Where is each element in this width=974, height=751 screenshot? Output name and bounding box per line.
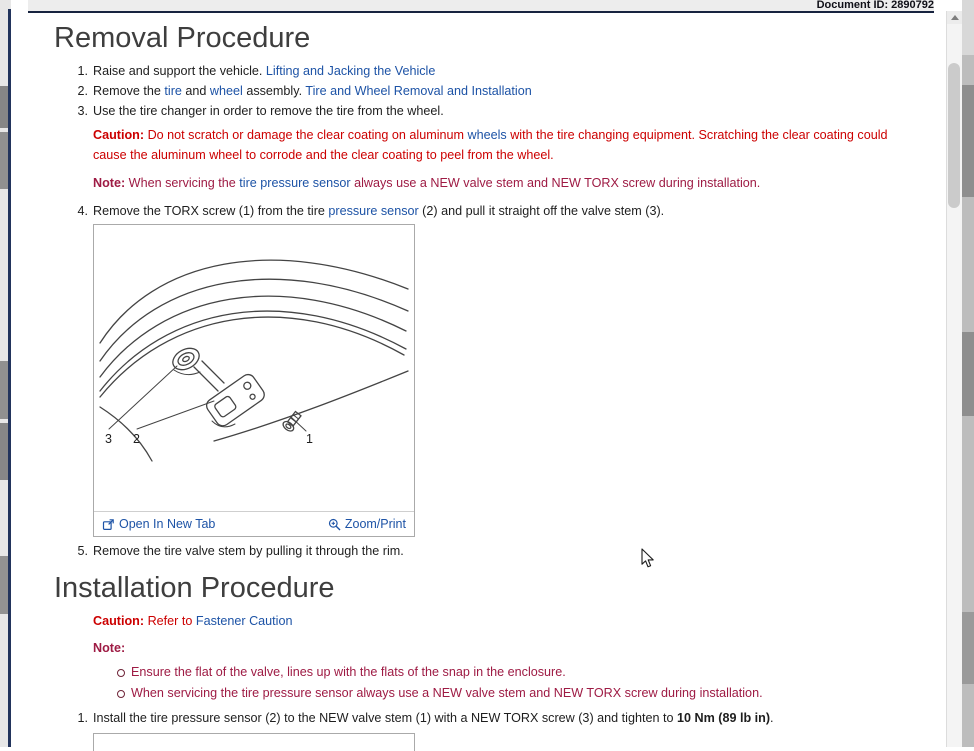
step-text: Raise and support the vehicle. Lifting and Jacking the Vehicle (93, 64, 436, 78)
inline-link[interactable]: tire pressure sensor (239, 176, 351, 190)
step-number: 2. (77, 84, 88, 98)
note-paragraph: Note: When servicing the tire pressure sensor always use a NEW valve stem and NEW TORX screw during installation. (93, 176, 761, 190)
scrollbar-up-arrow[interactable] (947, 11, 962, 24)
zoom-print-label: Zoom/Print (344, 517, 406, 531)
window-artifact (962, 332, 974, 416)
inline-link[interactable]: Lifting and Jacking the Vehicle (265, 64, 436, 78)
note-bullet-item (117, 662, 931, 683)
removal-step-3 (52, 101, 947, 121)
step-number: 3. (77, 104, 88, 118)
removal-procedure-heading: Removal Procedure (54, 22, 311, 54)
step-number: 1. (77, 711, 88, 725)
window-artifact (0, 132, 8, 189)
removal-step-5 (52, 541, 947, 561)
window-artifact (0, 361, 8, 419)
step-number: 5. (77, 544, 88, 558)
figure-image (94, 225, 414, 512)
step-number: 4. (77, 204, 88, 218)
installation-procedure-heading: Installation Procedure (54, 572, 335, 604)
tire-sensor-illustration (94, 225, 414, 511)
step-text: Remove the tire valve stem by pulling it through the rim. (93, 544, 404, 558)
window-frame-line (8, 9, 11, 747)
inline-link[interactable]: tire (164, 84, 182, 98)
window-artifact (962, 85, 974, 197)
removal-step-2 (52, 81, 947, 101)
step-text: Install the tire pressure sensor (2) to the NEW valve stem (1) with a NEW TORX screw (3) and tighten to 10 Nm (89 lb in). (93, 711, 774, 725)
inline-link[interactable]: wheels (467, 128, 507, 142)
callout-1: 1 (306, 432, 313, 446)
open-in-new-tab-icon (102, 518, 115, 531)
step-text: Use the tire changer in order to remove the tire from the wheel. (93, 104, 444, 118)
vertical-scrollbar[interactable] (946, 11, 962, 747)
window-artifact (962, 612, 974, 684)
document-id: Document ID: 2890792 (816, 0, 934, 11)
caution-paragraph: Caution: Do not scratch or damage the clear coating on aluminum wheels with the tire changing equipment. Scratching the clear coating could cause the aluminum wheel to corrode and the clear coating to peel from the wheel. (93, 128, 888, 162)
note-bullet-list (117, 662, 947, 704)
inline-link[interactable]: Tire and Wheel Removal and Installation (305, 84, 532, 98)
step-text: Remove the tire and wheel assembly. Tire and Wheel Removal and Installation (93, 84, 532, 98)
background-window-right-edge (962, 0, 974, 747)
note-bullet-item (117, 683, 931, 704)
figure-frame-partial (93, 733, 415, 751)
zoom-print-link[interactable] (328, 517, 406, 531)
bullet-text: Ensure the flat of the valve, lines up with the flats of the snap in the enclosure. (131, 665, 566, 679)
document-header-band (28, 0, 934, 13)
inline-link[interactable]: pressure sensor (328, 204, 419, 218)
removal-step-1 (52, 61, 947, 81)
removal-step-4 (52, 201, 947, 221)
document-content (18, 13, 947, 751)
open-in-new-tab-link[interactable] (102, 517, 215, 531)
note-label: Note: (93, 641, 126, 655)
window-artifact (0, 86, 8, 128)
window-artifact (0, 423, 8, 480)
figure-toolbar (94, 512, 414, 536)
bullet-text: When servicing the tire pressure sensor always use a NEW valve stem and NEW TORX screw during installation. (131, 686, 763, 700)
step-text: Remove the TORX screw (1) from the tire pressure sensor (2) and pull it straight off the valve stem (3). (93, 204, 665, 218)
open-in-new-tab-label: Open In New Tab (119, 517, 216, 531)
step-number: 1. (77, 64, 88, 78)
scrollbar-thumb[interactable] (948, 63, 960, 208)
figure-frame (93, 224, 415, 537)
caution-paragraph: Caution: Refer to Fastener Caution (93, 614, 293, 628)
callout-3: 3 (105, 432, 112, 446)
install-step-1 (52, 708, 947, 728)
magnifier-icon (328, 518, 341, 531)
window-artifact (0, 556, 8, 614)
window-artifact (962, 0, 974, 55)
inline-link[interactable]: wheel (209, 84, 243, 98)
callout-2: 2 (133, 432, 140, 446)
inline-link[interactable]: Fastener Caution (195, 614, 293, 628)
